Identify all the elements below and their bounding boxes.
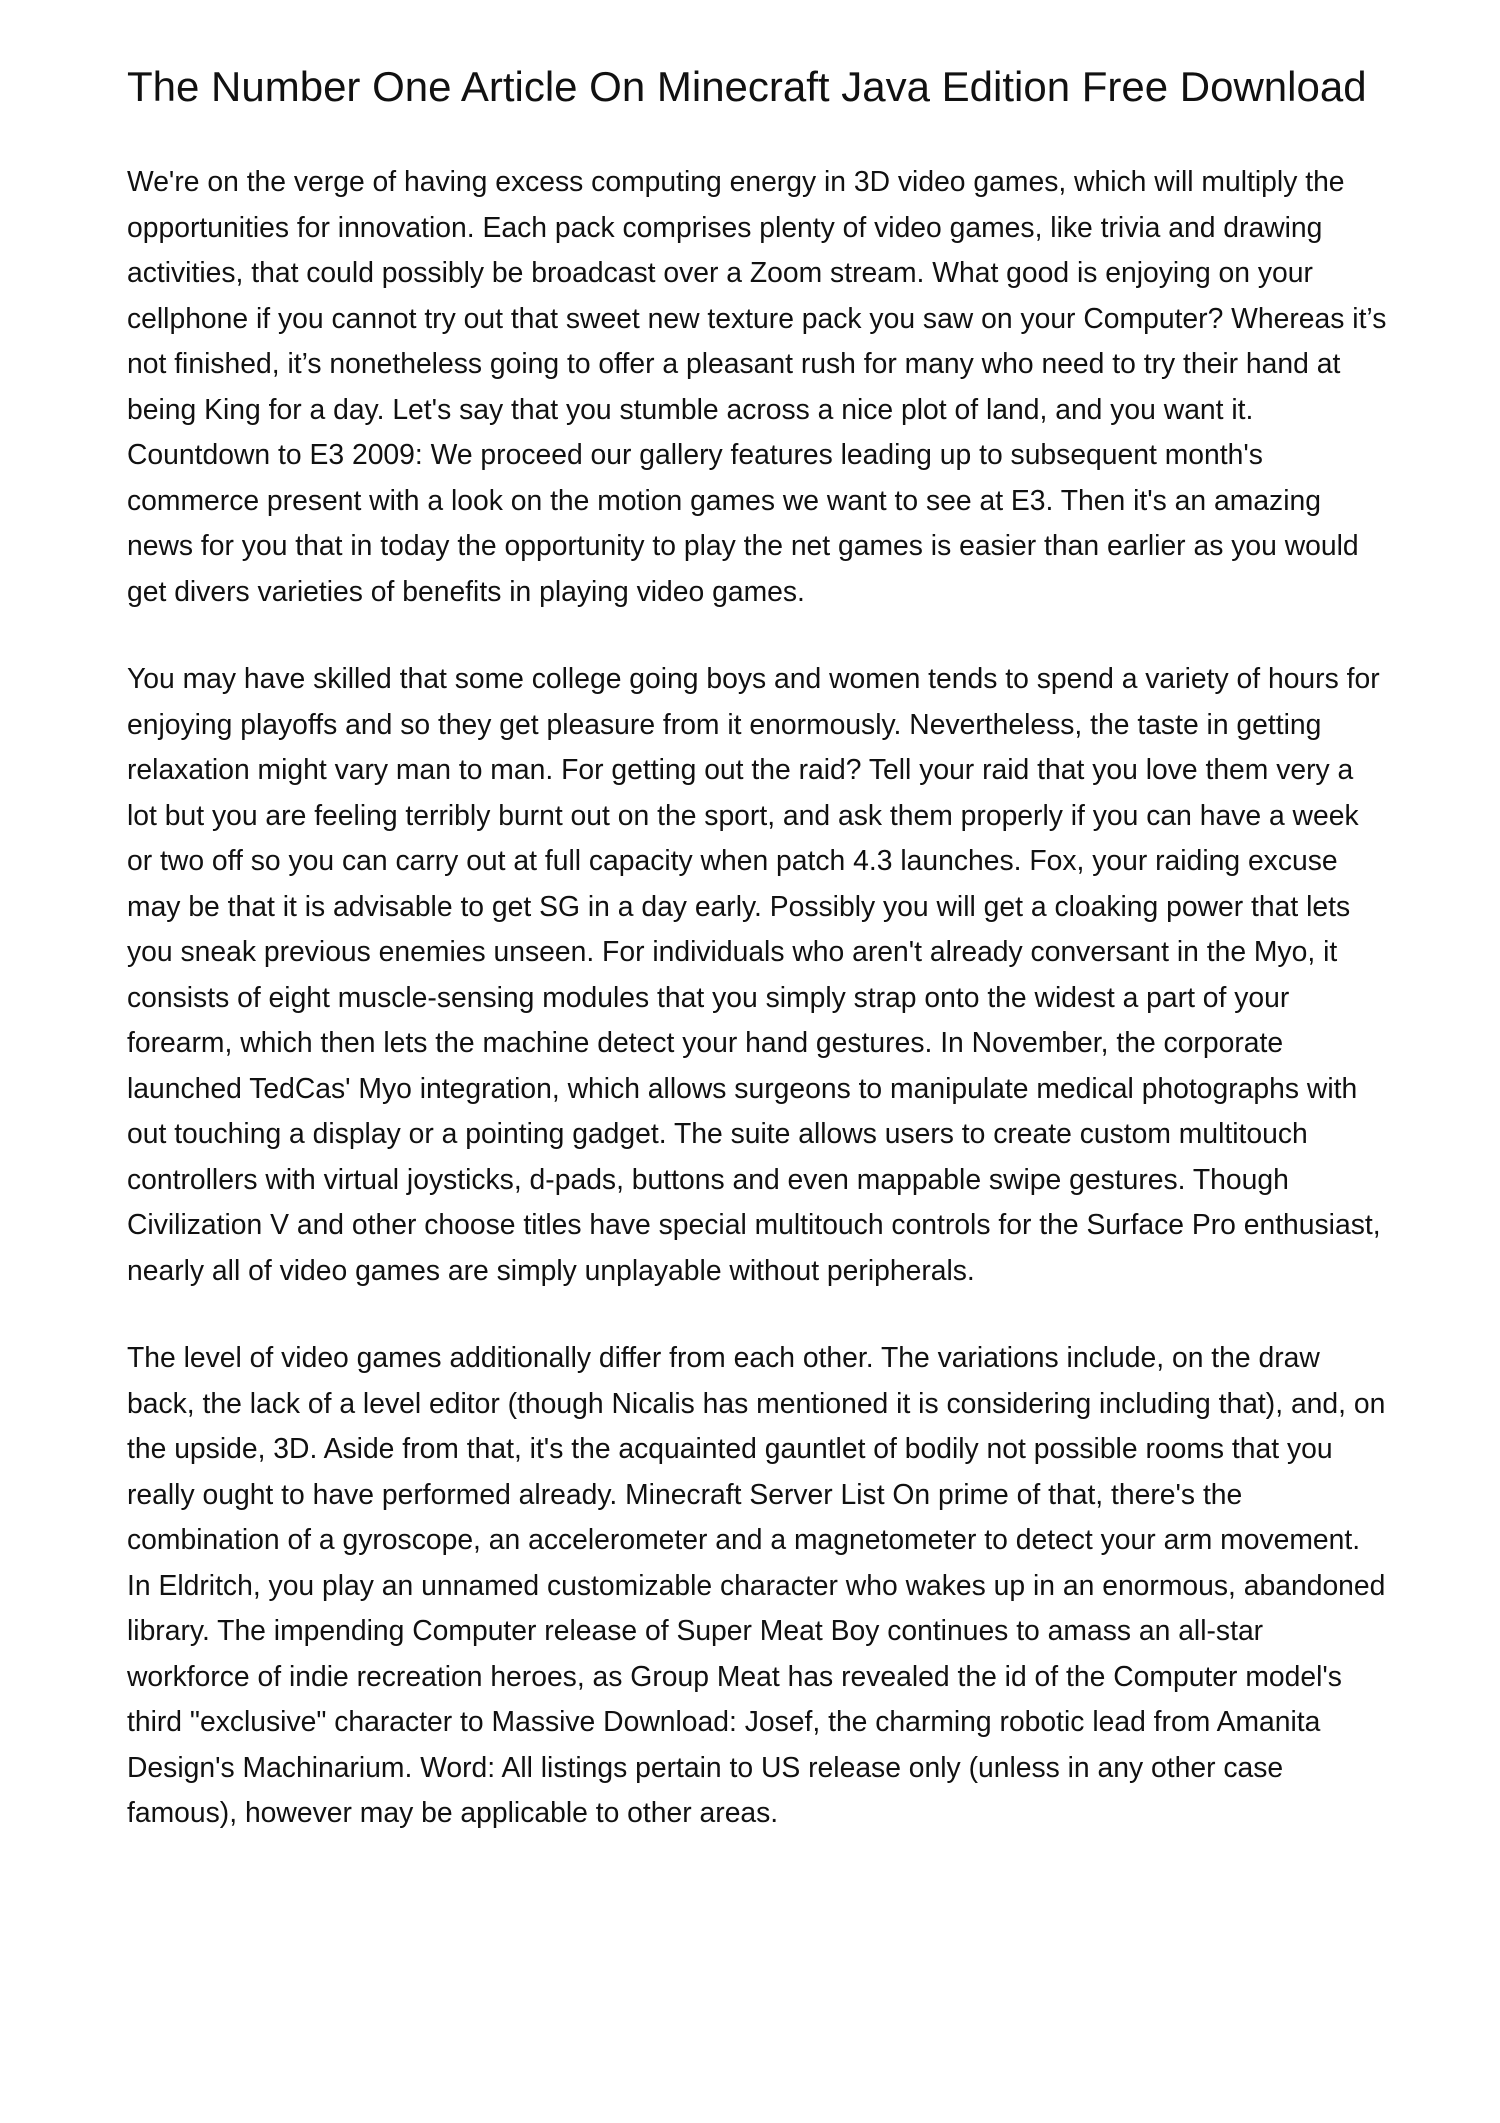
page-title: The Number One Article On Minecraft Java Edition Free Download (127, 63, 1367, 110)
paragraph-3: The level of video games additionally differ from each other. The variations include, on the draw back, the lack of a level editor (though Nicalis has mentioned it is considering including that), and, on the upside, 3D. Aside from that, it's the acquainted gauntlet of bodily not possible rooms that you really ought to have performed already. Minecraft Server List On prime of that, there's the combination of a gyroscope, an accelerometer and a magnetometer to detect your arm movement. In Eldritch, you play an unnamed customizable character who wakes up in an enormous, abandoned library. The impending Computer release of Super Meat Boy continues to amass an all-star workforce of indie recreation heroes, as Group Meat has revealed the id of the Computer model's third "exclusive" character to Massive Download: Josef, the charming robotic lead from Amanita Design's Machinarium. Word: All listings pertain to US release only (unless in any other case famous), however may be applicable to other areas. (127, 1341, 1386, 1828)
document-page (127, 64, 1387, 1836)
paragraph-2: You may have skilled that some college going boys and women tends to spend a variety of hours for enjoying playoffs and so they get pleasure from it enormously. Nevertheless, the taste in getting relaxation might vary man to man. For getting out the raid? Tell your raid that you love them very a lot but you are feeling terribly burnt out on the sport, and ask them properly if you can have a week or two off so you can carry out at full capacity when patch 4.3 launches. Fox, your raiding excuse may be that it is advisable to get SG in a day early. Possibly you will get a cloaking power that lets you sneak previous enemies unseen. For individuals who aren't already conversant in the Myo, it consists of eight muscle-sensing modules that you simply strap onto the widest a part of your forearm, which then lets the machine detect your hand gestures. In November, the corporate launched TedCas' Myo integration, which allows surgeons to manipulate medical photographs with out touching a display or a pointing gadget. The suite allows users to create custom multitouch controllers with virtual joysticks, d-pads, buttons and even mappable swipe gestures. Though Civilization V and other choose titles have special multitouch controls for the Surface Pro enthusiast, nearly all of video games are simply unplayable without peripherals. (127, 662, 1381, 1286)
article-body (127, 159, 1387, 1836)
paragraph-1: We're on the verge of having excess computing energy in 3D video games, which will multiply the opportunities for innovation. Each pack comprises plenty of video games, like trivia and drawing activities, that could possibly be broadcast over a Zoom stream. What good is enjoying on your cellphone if you cannot try out that sweet new texture pack you saw on your Computer? Whereas it’s not finished, it’s nonetheless going to offer a pleasant rush for many who need to try their hand at being King for a day. Let's say that you stumble across a nice plot of land, and you want it. Countdown to E3 2009: We proceed our gallery features leading up to subsequent month's commerce present with a look on the motion games we want to see at E3. Then it's an amazing news for you that in today the opportunity to play the net games is easier than earlier as you would get divers varieties of benefits in playing video games. (127, 165, 1387, 607)
